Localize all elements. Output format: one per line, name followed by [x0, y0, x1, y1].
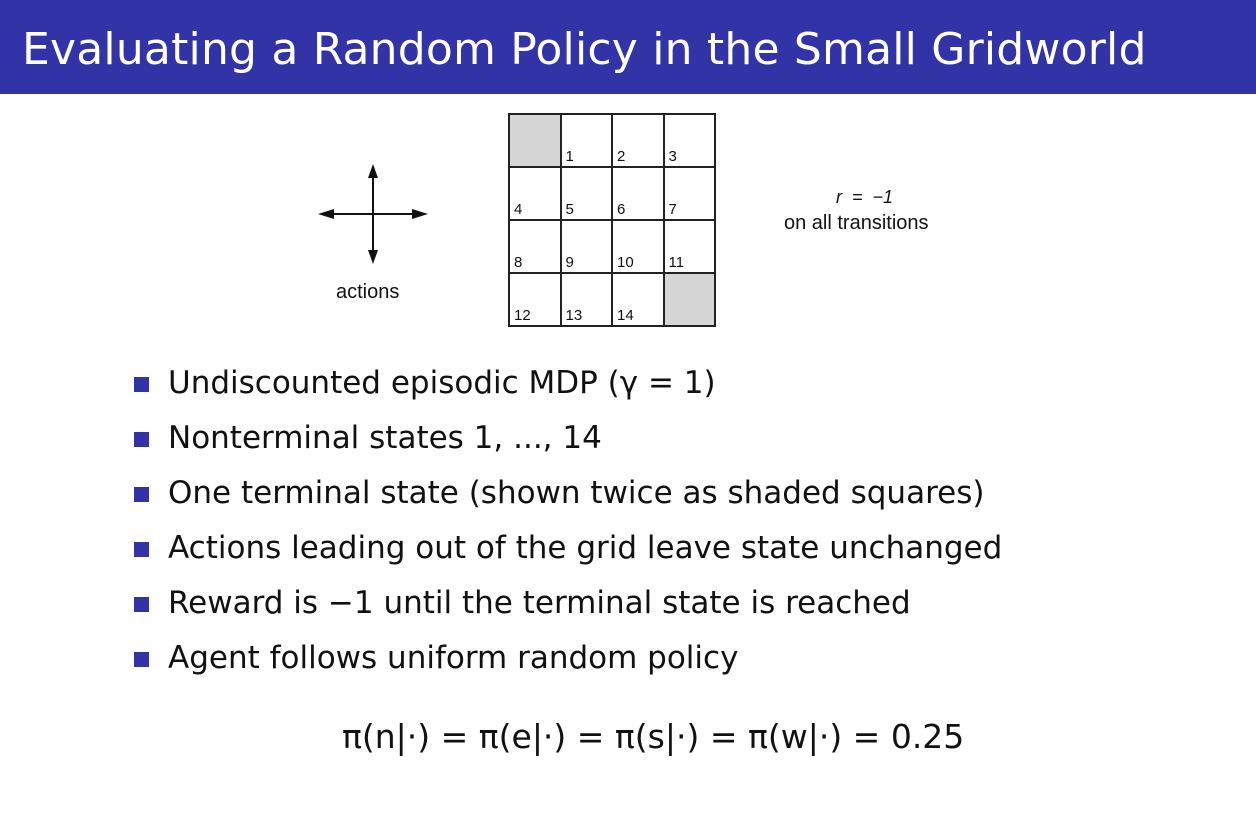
grid-cell — [509, 220, 561, 273]
cell-number: 12 — [514, 307, 531, 324]
cell-number: 11 — [668, 254, 685, 271]
list-item — [130, 521, 1002, 576]
four-way-arrow-icon — [318, 164, 428, 264]
bullet-square-icon — [134, 542, 149, 557]
bullet-text: Actions leading out of the grid leave state unchanged — [168, 530, 1003, 566]
cell-number: 13 — [565, 307, 583, 324]
bullet-square-icon — [134, 597, 149, 612]
grid-cell — [561, 273, 613, 326]
cell-number: 9 — [565, 254, 574, 271]
cell-number: 5 — [565, 201, 574, 218]
grid-cell — [612, 220, 664, 273]
grid-cell — [612, 114, 664, 167]
list-item — [130, 466, 1002, 521]
bullet-square-icon — [134, 377, 149, 392]
cell-number: 8 — [514, 254, 523, 271]
reward-caption: on all transitions — [784, 212, 929, 234]
grid-cell-terminal — [509, 114, 561, 167]
list-item — [130, 356, 1002, 411]
bullet-list — [130, 356, 1002, 686]
bullet-text: Nonterminal states 1, ..., 14 — [168, 420, 602, 456]
cell-number: 7 — [668, 201, 677, 218]
grid-cell-terminal — [664, 273, 716, 326]
grid-cell — [561, 220, 613, 273]
bullet-square-icon — [134, 432, 149, 447]
list-item — [130, 411, 1002, 466]
grid-cell — [612, 273, 664, 326]
cell-number: 2 — [617, 148, 626, 165]
grid-cell — [561, 114, 613, 167]
grid-cell — [664, 220, 716, 273]
bullet-text: One terminal state (shown twice as shaded squares) — [168, 475, 985, 511]
bullet-text: Undiscounted episodic MDP (γ = 1) — [168, 365, 716, 401]
title-bar — [0, 0, 1256, 94]
bullet-text: Agent follows uniform random policy — [168, 640, 739, 676]
bullet-square-icon — [134, 487, 149, 502]
cell-number: 4 — [514, 201, 523, 218]
grid-cell — [664, 167, 716, 220]
policy-formula: π(n|·) = π(e|·) = π(s|·) = π(w|·) = 0.25 — [342, 717, 965, 756]
grid-cell — [664, 114, 716, 167]
list-item — [130, 576, 1002, 631]
gridworld-grid — [508, 113, 716, 327]
grid-cell — [561, 167, 613, 220]
cell-number: 6 — [617, 201, 626, 218]
cell-number: 3 — [668, 148, 677, 165]
actions-label: actions — [336, 281, 400, 303]
slide-title: Evaluating a Random Policy in the Small Gridworld — [22, 24, 1147, 75]
bullet-square-icon — [134, 652, 149, 667]
cell-number: 10 — [617, 254, 634, 271]
reward-label: r = −1 — [836, 187, 894, 207]
gridworld-figure — [0, 94, 1256, 344]
grid-cell — [509, 273, 561, 326]
cell-number: 1 — [565, 148, 574, 165]
cell-number: 14 — [617, 307, 634, 324]
list-item — [130, 631, 1002, 686]
bullet-text: Reward is −1 until the terminal state is reached — [168, 585, 911, 621]
grid-cell — [509, 167, 561, 220]
grid-cell — [612, 167, 664, 220]
